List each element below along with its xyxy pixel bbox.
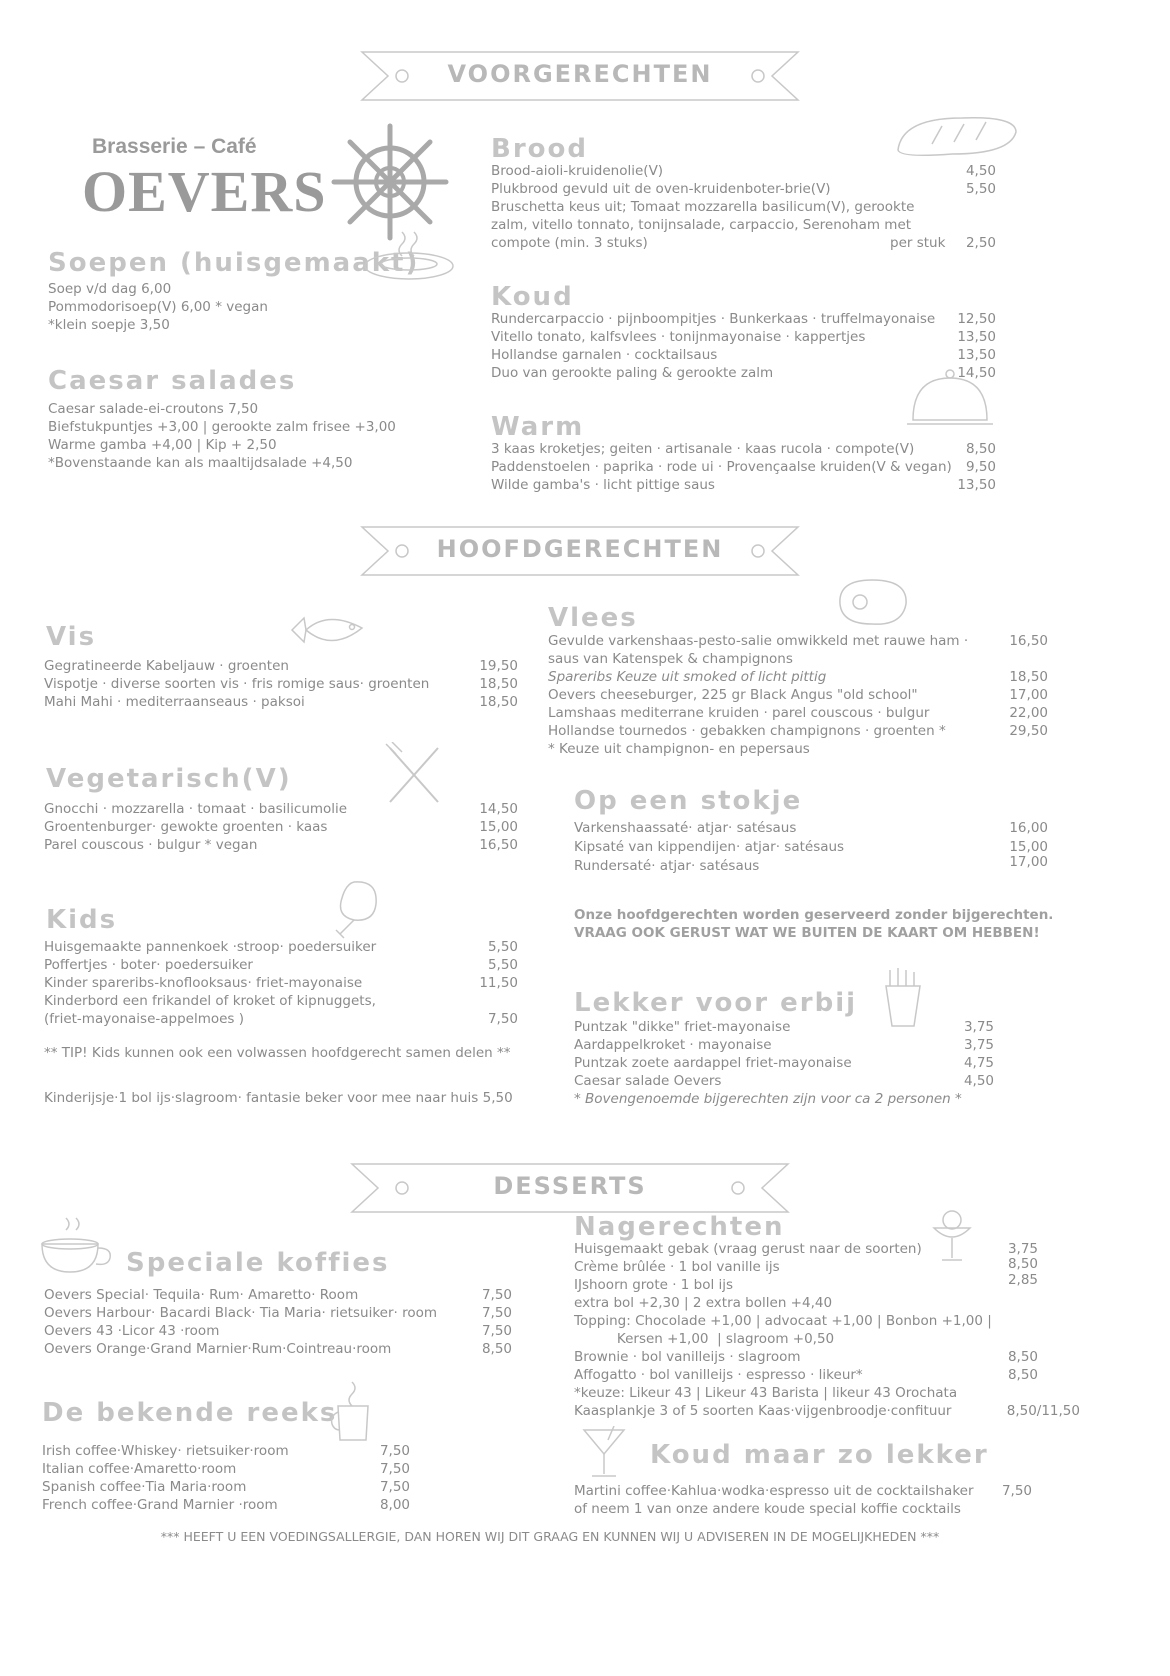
menu-item-name: Puntzak zoete aardappel friet-mayonaise [574, 1055, 852, 1071]
menu-item-price: 3,75 [963, 1019, 994, 1035]
menu-item-name: extra bol +2,30 | 2 extra bollen +4,40 [574, 1295, 833, 1311]
drumstick-icon [324, 876, 380, 942]
menu-item-price: 7,50 [481, 1287, 512, 1303]
menu-item-price: 8,50 [1007, 1367, 1038, 1383]
menu-item-name: Rundercarpaccio · pijnboompitjes · Bunkerkaas · truffelmayonaise [491, 311, 936, 327]
soep-line: Pommodorisoep(V) 6,00 * vegan [48, 299, 268, 315]
menu-item-price: 16,00 [1009, 820, 1048, 836]
menu-item-name: Spanish coffee·Tia Maria·room [42, 1479, 247, 1495]
menu-item-name: Vispotje · diverse soorten vis · fris romige saus· groenten [44, 676, 430, 692]
section-title-soepen: Soepen (huisgemaakt) [48, 248, 420, 278]
menu-item-price: 13,50 [957, 347, 996, 363]
menu-item-price: 5,50 [487, 939, 518, 955]
section-title-brood: Brood [491, 134, 588, 164]
banner-voorgerechten [360, 48, 800, 104]
menu-item-name: Hollandse garnalen · cocktailsaus [491, 347, 718, 363]
menu-item-name: Huisgemaakte pannenkoek ·stroop· poedersuiker [44, 939, 377, 955]
cocktail-glass-icon [582, 1426, 626, 1480]
menu-item-price: 15,00 [479, 819, 518, 835]
menu-item-name: Irish coffee·Whiskey· rietsuiker·room [42, 1443, 289, 1459]
menu-item-name: Oevers Orange·Grand Marnier·Rum·Cointreau·room [44, 1341, 392, 1357]
per-stuk-label: per stuk [890, 235, 946, 251]
banner-title: HOOFDGERECHTEN [436, 535, 724, 563]
menu-item-name: Plukbrood gevuld uit de oven-kruidenboter-brie(V) [491, 181, 831, 197]
menu-item-price: 3,75 [963, 1037, 994, 1053]
notice-line: VRAAG OOK GERUST WAT WE BUITEN DE KAART OM HEBBEN! [574, 925, 1040, 941]
menu-item-name: Gevulde varkenshaas-pesto-salie omwikkeld met rauwe ham · [548, 633, 969, 649]
menu-item-price: 5,50 [487, 957, 518, 973]
soup-bowl-icon [362, 228, 457, 283]
soep-line: *klein soepje 3,50 [48, 317, 170, 333]
menu-item-name: Gnocchi · mozzarella · tomaat · basilicumolie [44, 801, 348, 817]
vlees-note: * Keuze uit champignon- en pepersaus [548, 741, 810, 757]
section-title-stokje: Op een stokje [574, 786, 803, 816]
menu-item-name: Topping: Chocolade +1,00 | advocaat +1,00 | Bonbon +1,00 | [574, 1313, 992, 1329]
banner-title: VOORGERECHTEN [447, 60, 713, 88]
menu-item-price: 7,50 [379, 1461, 410, 1477]
section-title-koud: Koud [491, 282, 574, 312]
section-title-reeks: De bekende reeks [42, 1398, 338, 1428]
menu-item-price: 4,50 [965, 163, 996, 179]
menu-item-price: 16,50 [479, 837, 518, 853]
section-title-koffies: Speciale koffies [126, 1248, 390, 1278]
notice-line: Onze hoofdgerechten worden geserveerd zonder bijgerechten. [574, 907, 1054, 923]
menu-item-price: 7,50 [481, 1323, 512, 1339]
mug-icon [330, 1380, 380, 1444]
menu-item-price: 11,50 [479, 975, 518, 991]
menu-item-name: French coffee·Grand Marnier ·room [42, 1497, 278, 1513]
menu-item-price: 29,50 [1009, 723, 1048, 739]
menu-item-name: Brood-aioli-kruidenolie(V) [491, 163, 664, 179]
menu-item-price: 2,50 [965, 235, 996, 251]
menu-item-price: 8,50 [1007, 1349, 1038, 1365]
menu-item-price: 4,50 [963, 1073, 994, 1089]
menu-item-name: IJshoorn grote · 1 bol ijs [574, 1277, 734, 1293]
menu-item-price: 2,85 [1007, 1272, 1038, 1288]
ship-wheel-icon [330, 122, 450, 242]
section-title-nagerechten: Nagerechten [574, 1212, 785, 1242]
menu-item-name: Kersen +1,00 | slagroom +0,50 [574, 1331, 835, 1347]
section-title-vlees: Vlees [548, 603, 638, 633]
menu-item-price: 7,50 [481, 1305, 512, 1321]
menu-item-name: Oevers 43 ·Licor 43 ·room [44, 1323, 220, 1339]
caesar-line: Caesar salade-ei-croutons 7,50 [48, 401, 259, 417]
menu-item-price: 9,50 [965, 459, 996, 475]
menu-item-name: Affogatto · bol vanilleijs · espresso · likeur* [574, 1367, 863, 1383]
caesar-line: Warme gamba +4,00 | Kip + 2,50 [48, 437, 277, 453]
menu-item-price: 7,50 [379, 1479, 410, 1495]
menu-item-name: Spareribs Keuze uit smoked of licht pittig [548, 669, 827, 685]
menu-item-name: Caesar salade Oevers [574, 1073, 722, 1089]
menu-item-price: 19,50 [479, 658, 518, 674]
fish-icon [288, 608, 370, 654]
menu-item-name: Vitello tonato, kalfsvlees · tonijnmayonaise · kappertjes [491, 329, 866, 345]
menu-item-name: saus van Katenspek & champignons [548, 651, 793, 667]
logo-subtitle: Brasserie – Café [92, 135, 257, 158]
menu-item-price: 18,50 [479, 694, 518, 710]
menu-item-price: 18,50 [479, 676, 518, 692]
menu-item-price: 13,50 [957, 329, 996, 345]
menu-item-name: Kipsaté van kippendijen· atjar· satésaus [574, 839, 845, 855]
banner-title: DESSERTS [493, 1172, 647, 1200]
menu-item-name: Groentenburger· gewokte groenten · kaas [44, 819, 328, 835]
menu-item-name: *keuze: Likeur 43 | Likeur 43 Barista | likeur 43 Orochata [574, 1385, 958, 1401]
menu-item-price: 7,50 [487, 1011, 518, 1027]
menu-item-price: 14,50 [479, 801, 518, 817]
menu-item-name: Oevers Harbour· Bacardi Black· Tia Maria· rietsuiker· room [44, 1305, 438, 1321]
menu-item-price: 14,50 [957, 365, 996, 381]
kids-tip: ** TIP! Kids kunnen ook een volwassen hoofdgerecht samen delen ** [44, 1045, 511, 1061]
kids-ijs: Kinderijsje·1 bol ijs·slagroom· fantasie beker voor mee naar huis 5,50 [44, 1090, 513, 1106]
menu-item-price: 15,00 [1009, 839, 1048, 855]
fork-knife-icon [384, 742, 444, 808]
menu-item-name: zalm, vitello tonnato, tonijnsalade, carpaccio, Serenoham met [491, 217, 912, 233]
section-title-warm: Warm [491, 412, 585, 442]
section-title-vegetarisch: Vegetarisch(V) [46, 764, 292, 794]
menu-item-price: 13,50 [957, 477, 996, 493]
caesar-line: Biefstukpuntjes +3,00 | gerookte zalm frisee +3,00 [48, 419, 396, 435]
steak-icon [832, 574, 912, 630]
section-title-caesar: Caesar salades [48, 366, 297, 396]
section-title-erbij: Lekker voor erbij [574, 988, 858, 1018]
menu-item-price: 22,00 [1009, 705, 1048, 721]
menu-item-name: Hollandse tournedos · gebakken champignons · groenten * [548, 723, 946, 739]
menu-item-price: 7,50 [1001, 1483, 1032, 1499]
fries-icon [878, 966, 928, 1030]
menu-item-name: Italian coffee·Amaretto·room [42, 1461, 237, 1477]
menu-item-name: Gegratineerde Kabeljauw · groenten [44, 658, 289, 674]
banner-desserts [350, 1160, 790, 1216]
menu-item-name: Brownie · bol vanilleijs · slagroom [574, 1349, 801, 1365]
caesar-line: *Bovenstaande kan als maaltijdsalade +4,50 [48, 455, 353, 471]
menu-item-price: 12,50 [957, 311, 996, 327]
menu-item-name: Kinderbord een frikandel of kroket of kipnuggets, [44, 993, 376, 1009]
menu-item-name: Kaasplankje 3 of 5 soorten Kaas·vijgenbroodje·confituur [574, 1403, 952, 1419]
menu-item-name: 3 kaas kroketjes; geiten · artisanale · kaas rucola · compote(V) [491, 441, 915, 457]
menu-item-name: Bruschetta keus uit; Tomaat mozzarella basilicum(V), gerookte [491, 199, 915, 215]
section-title-kids: Kids [46, 905, 118, 935]
soep-line: Soep v/d dag 6,00 [48, 281, 172, 297]
menu-item-price: 5,50 [965, 181, 996, 197]
menu-item-name: Rundersaté· atjar· satésaus [574, 858, 760, 874]
menu-item-name: Kinder spareribs-knoflooksaus· friet-mayonaise [44, 975, 363, 991]
menu-item-price: 17,00 [1009, 854, 1048, 870]
menu-item-price: 18,50 [1009, 669, 1048, 685]
menu-item-price: 4,75 [963, 1055, 994, 1071]
menu-item-name: Puntzak "dikke" friet-mayonaise [574, 1019, 791, 1035]
cloche-icon [905, 366, 995, 432]
menu-item-name: Aardappelkroket · mayonaise [574, 1037, 772, 1053]
menu-item-name: Huisgemaakt gebak (vraag gerust naar de soorten) [574, 1241, 922, 1257]
footer-allergy-note: *** HEEFT U EEN VOEDINGSALLERGIE, DAN HOREN WIJ DIT GRAAG EN KUNNEN WIJ U ADVISEREN IN DE MOGELIJKHEDEN *** [160, 1529, 940, 1544]
baguette-icon [892, 110, 1022, 160]
coffee-cup-icon [38, 1214, 118, 1280]
menu-item-name: Crème brûlée · 1 bol vanille ijs [574, 1259, 780, 1275]
menu-item-price: 16,50 [1009, 633, 1048, 649]
menu-item-name: Varkenshaassaté· atjar· satésaus [574, 820, 797, 836]
banner-hoofdgerechten [360, 523, 800, 579]
menu-item-price: 8,00 [379, 1497, 410, 1513]
menu-item-name: Lamshaas mediterrane kruiden · parel couscous · bulgur [548, 705, 930, 721]
menu-item-price: 8,50 [1007, 1256, 1038, 1272]
menu-item-price: 17,00 [1009, 687, 1048, 703]
menu-item-name: Oevers cheeseburger, 225 gr Black Angus "old school" [548, 687, 918, 703]
menu-item-name: Mahi Mahi · mediterraanseaus · paksoi [44, 694, 305, 710]
menu-item-price: 8,50 [965, 441, 996, 457]
menu-item-name: Paddenstoelen · paprika · rode ui · Provençaalse kruiden(V & vegan) [491, 459, 952, 475]
menu-item-price: 7,50 [379, 1443, 410, 1459]
menu-item-name: (friet-mayonaise-appelmoes ) [44, 1011, 245, 1027]
menu-item-price: 3,75 [1007, 1241, 1038, 1257]
menu-item-price: 8,50/11,50 [1006, 1403, 1080, 1419]
erbij-note: * Bovengenoemde bijgerechten zijn voor ca 2 personen * [574, 1091, 962, 1107]
menu-item-name: Poffertjes · boter· poedersuiker [44, 957, 253, 973]
menu-item-name: Duo van gerookte paling & gerookte zalm [491, 365, 774, 381]
koudlekker-line: of neem 1 van onze andere koude special koffie cocktails [574, 1501, 961, 1517]
menu-item-name: Wilde gamba's · licht pittige saus [491, 477, 715, 493]
section-title-vis: Vis [46, 622, 97, 652]
koudlekker-line: Martini coffee·Kahlua·wodka·espresso uit de cocktailshaker [574, 1483, 974, 1499]
section-title-koudlekker: Koud maar zo lekker [650, 1440, 989, 1470]
menu-item-price: 8,50 [481, 1341, 512, 1357]
menu-item-name: Oevers Special· Tequila· Rum· Amaretto· Room [44, 1287, 359, 1303]
logo-title: OEVERS [82, 159, 327, 224]
menu-item-name: compote (min. 3 stuks) [491, 235, 648, 251]
menu-item-name: Parel couscous · bulgur * vegan [44, 837, 258, 853]
